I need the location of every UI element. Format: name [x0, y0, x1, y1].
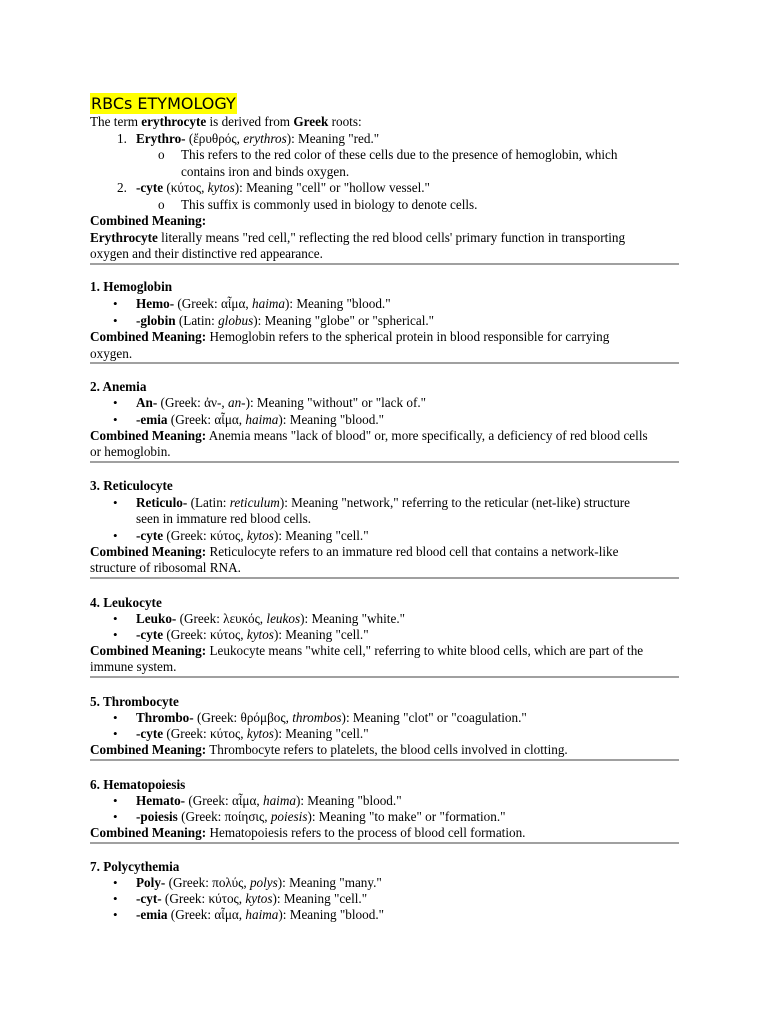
- divider: [90, 577, 679, 579]
- root-term: -cyte: [136, 180, 164, 195]
- transliteration: haima: [245, 412, 279, 427]
- root-text: ): Meaning "red.": [286, 131, 380, 146]
- transliteration: an-: [227, 395, 246, 410]
- root-term: Reticulo-: [136, 495, 188, 510]
- root-term: -poiesis: [136, 809, 178, 824]
- section-title: 4. Leukocyte: [90, 595, 162, 610]
- section-heading: [90, 595, 162, 611]
- root-text: ): Meaning "to make" or "formation.": [307, 809, 506, 824]
- combined-line: oxygen and their distinctive red appearance.: [90, 246, 323, 261]
- bullet-text: [136, 627, 369, 643]
- bullet: •: [113, 907, 118, 922]
- divider: [90, 461, 679, 463]
- bullet: •: [113, 412, 118, 427]
- bullet: •: [113, 313, 118, 328]
- root-text: ): Meaning "clot" or "coagulation.": [341, 710, 527, 725]
- root-term: -emia: [136, 907, 168, 922]
- bullet: •: [113, 891, 118, 906]
- bullet-text: [136, 891, 367, 907]
- list-number: 2.: [117, 180, 127, 195]
- bullet-text: [136, 793, 402, 809]
- bullet-text: [136, 809, 506, 825]
- section-title: 3. Reticulocyte: [90, 478, 173, 493]
- section-title: 7. Polycythemia: [90, 859, 180, 874]
- root-term: -globin: [136, 313, 176, 328]
- transliteration: haima: [245, 907, 279, 922]
- bullet: •: [113, 627, 118, 642]
- transliteration: kytos: [207, 180, 235, 195]
- combined-line: [90, 428, 648, 444]
- root-line-cyte: [136, 180, 430, 196]
- combined-line: structure of ribosomal RNA.: [90, 560, 241, 575]
- transliteration: kytos: [246, 627, 274, 642]
- combined-line: [90, 544, 618, 560]
- combined-text: Reticulocyte refers to an immature red blood cell that contains a network-like: [206, 544, 619, 559]
- section-heading: [90, 859, 179, 875]
- divider: [90, 676, 679, 678]
- section-title: 1. Hemoglobin: [90, 279, 173, 294]
- root-text: ): Meaning "cell" or "hollow vessel.": [234, 180, 430, 195]
- root-text: (Greek: αἷμα,: [174, 296, 252, 311]
- root-term: Erythro-: [136, 131, 186, 146]
- root-text: (Greek: αἷμα,: [167, 412, 246, 427]
- combined-term: Erythrocyte: [90, 230, 158, 245]
- combined-line: oxygen.: [90, 346, 133, 361]
- combined-line: [90, 329, 609, 345]
- root-term: Leuko-: [136, 611, 177, 626]
- sub-marker: o: [158, 147, 165, 162]
- bullet: •: [113, 875, 118, 890]
- root-text: (Latin:: [187, 495, 230, 510]
- root-text: (Greek: ποίησις,: [177, 809, 271, 824]
- bullet-text: [136, 296, 391, 312]
- divider: [90, 759, 679, 761]
- root-term: -cyt-: [136, 891, 162, 906]
- root-line-erythro: [136, 131, 379, 147]
- transliteration: erythros: [243, 131, 287, 146]
- bullet: •: [113, 296, 118, 311]
- combined-text: Leukocyte means "white cell," referring to white blood cells, which are part of the: [206, 643, 644, 658]
- combined-text: literally means "red cell," reflecting the red blood cells' primary function in transporting: [157, 230, 626, 245]
- bullet-text: [136, 710, 527, 726]
- sub-marker: o: [158, 197, 165, 212]
- combined-label: Combined Meaning:: [90, 213, 207, 228]
- transliteration: haima: [262, 793, 296, 808]
- root-text: ): Meaning "white.": [300, 611, 405, 626]
- bullet: •: [113, 495, 118, 510]
- root-term: -cyte: [136, 528, 164, 543]
- intro-text: The term: [90, 114, 142, 129]
- root-text: ): Meaning "blood.": [284, 296, 391, 311]
- combined-line: [90, 230, 625, 246]
- bullet: •: [113, 726, 118, 741]
- root-text: (Greek: θρόμβος,: [193, 710, 293, 725]
- combined-label: Combined Meaning:: [90, 544, 207, 559]
- title-line: [90, 93, 237, 114]
- root-text: ): Meaning "cell.": [272, 891, 368, 906]
- root-term: An-: [136, 395, 158, 410]
- bullet: •: [113, 528, 118, 543]
- transliteration: thrombos: [292, 710, 342, 725]
- bullet-text: [136, 495, 630, 511]
- root-text: (Latin:: [175, 313, 219, 328]
- root-text: (Greek: κύτος,: [161, 891, 246, 906]
- root-text: (κύτος,: [163, 180, 208, 195]
- root-text: ): Meaning "blood.": [278, 412, 385, 427]
- sub-text: This suffix is commonly used in biology to denote cells.: [181, 197, 478, 212]
- root-term: Hemato-: [136, 793, 186, 808]
- transliteration: polys: [249, 875, 278, 890]
- root-text: ): Meaning "cell.": [273, 528, 369, 543]
- root-text: (Greek: αἷμα,: [185, 793, 263, 808]
- section-title: 5. Thrombocyte: [90, 694, 179, 709]
- intro-line: [90, 114, 362, 130]
- intro-text: is derived from: [206, 114, 294, 129]
- root-text: (Greek: κύτος,: [163, 627, 247, 642]
- combined-label: Combined Meaning:: [90, 825, 207, 840]
- root-text: ): Meaning "network," referring to the reticular (net-like) structure: [279, 495, 631, 510]
- section-title: 6. Hematopoiesis: [90, 777, 186, 792]
- transliteration: globus: [218, 313, 254, 328]
- combined-line: [90, 643, 643, 659]
- section-title: 2. Anemia: [90, 379, 147, 394]
- section-heading: [90, 379, 146, 395]
- combined-line: [90, 825, 525, 841]
- document-title: RBCs ETYMOLOGY: [91, 94, 236, 113]
- root-text: (Greek: πολύς,: [165, 875, 250, 890]
- transliteration: kytos: [245, 891, 273, 906]
- root-text: ): Meaning "without" or "lack of.": [245, 395, 427, 410]
- combined-text: Thrombocyte refers to platelets, the blood cells involved in clotting.: [206, 742, 568, 757]
- root-text: ): Meaning "cell.": [273, 726, 369, 741]
- divider: [90, 842, 679, 844]
- combined-text: Anemia means "lack of blood" or, more specifically, a deficiency of red blood cells: [206, 428, 648, 443]
- combined-line: immune system.: [90, 659, 177, 674]
- combined-heading: [90, 213, 206, 229]
- section-heading: [90, 279, 172, 295]
- combined-label: Combined Meaning:: [90, 329, 207, 344]
- bullet: •: [113, 809, 118, 824]
- intro-greek: Greek: [293, 114, 329, 129]
- bullet: •: [113, 710, 118, 725]
- transliteration: kytos: [246, 528, 274, 543]
- root-text: (Greek: λευκός,: [176, 611, 267, 626]
- combined-line: or hemoglobin.: [90, 444, 171, 459]
- root-text: ): Meaning "many.": [277, 875, 382, 890]
- bullet-text: [136, 528, 369, 544]
- divider: [90, 362, 679, 364]
- bullet-text: [136, 395, 426, 411]
- intro-term: erythrocyte: [141, 114, 207, 129]
- transliteration: poiesis: [270, 809, 308, 824]
- bullet-text: [136, 726, 369, 742]
- transliteration: haima: [252, 296, 285, 311]
- root-text: ): Meaning "cell.": [273, 627, 369, 642]
- sub-text: contains iron and binds oxygen.: [181, 164, 350, 179]
- root-text: (Greek: κύτος,: [163, 528, 247, 543]
- transliteration: leukos: [266, 611, 301, 626]
- combined-label: Combined Meaning:: [90, 428, 207, 443]
- root-term: -emia: [136, 412, 168, 427]
- bullet-text: [136, 313, 434, 329]
- root-text: (ἔρυθρός,: [185, 131, 244, 146]
- combined-text: Hematopoiesis refers to the process of blood cell formation.: [206, 825, 526, 840]
- combined-label: Combined Meaning:: [90, 742, 207, 757]
- root-term: Poly-: [136, 875, 166, 890]
- bullet: •: [113, 793, 118, 808]
- sub-text: This refers to the red color of these cells due to the presence of hemoglobin, which: [181, 147, 618, 162]
- combined-line: [90, 742, 568, 758]
- root-text: ): Meaning "blood.": [278, 907, 385, 922]
- bullet: •: [113, 611, 118, 626]
- transliteration: kytos: [246, 726, 274, 741]
- combined-label: Combined Meaning:: [90, 643, 207, 658]
- intro-text: roots:: [328, 114, 362, 129]
- root-text: (Greek: αἷμα,: [167, 907, 246, 922]
- root-term: -cyte: [136, 726, 164, 741]
- list-number: 1.: [117, 131, 127, 146]
- bullet-text: seen in immature red blood cells.: [136, 511, 312, 526]
- bullet-text: [136, 907, 384, 923]
- root-term: Thrombo-: [136, 710, 194, 725]
- section-heading: [90, 694, 179, 710]
- section-heading: [90, 777, 185, 793]
- bullet-text: [136, 412, 384, 428]
- root-text: ): Meaning "blood.": [295, 793, 402, 808]
- root-text: (Greek: κύτος,: [163, 726, 247, 741]
- section-heading: [90, 478, 173, 494]
- combined-text: Hemoglobin refers to the spherical protein in blood responsible for carrying: [206, 329, 610, 344]
- bullet-text: [136, 875, 382, 891]
- root-term: Hemo-: [136, 296, 175, 311]
- transliteration: reticulum: [229, 495, 280, 510]
- bullet-text: [136, 611, 405, 627]
- bullet: •: [113, 395, 118, 410]
- divider: [90, 263, 679, 265]
- root-text: (Greek: ἀν-,: [157, 395, 228, 410]
- root-text: ): Meaning "globe" or "spherical.": [253, 313, 435, 328]
- root-term: -cyte: [136, 627, 164, 642]
